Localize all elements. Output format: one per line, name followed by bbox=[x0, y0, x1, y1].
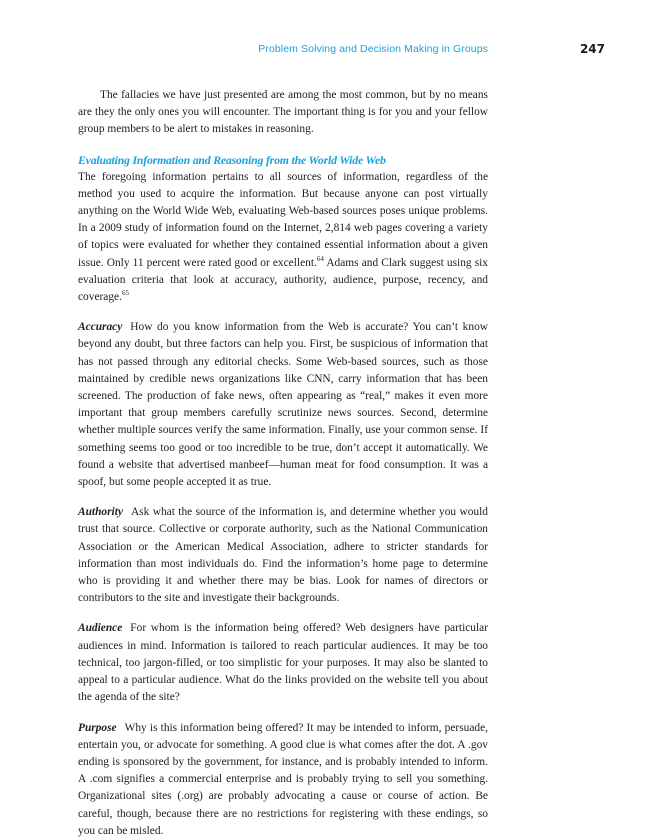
footnote-ref-64: 64 bbox=[316, 254, 324, 263]
criterion-text: How do you know information from the Web is accurate? You can’t know beyond any doubt, but three factors can help you. First, be suspicious of information that has not passed through any editorial checks. Some Web-based sources, such as those maintained by credible news organizations like CNN, carry information that has been screened. The production of fake news, often appearing as “real,” makes it even more important that group members carefully scrutinize news sources. Second, determine whether multiple sources verify the same information. Finally, use your common sense. If something seems too good or too incredible to be true, don’t accept it automatically. We found a website that advertised manbeef—human meat for food consumption. It was a spoof, but some people accepted it as true. bbox=[78, 321, 488, 489]
criterion-text: For whom is the information being offered? Web designers have particular audiences in mind. Information is tailored to reach particular audiences. It may be too technical, too jargon-filled, or too simplistic for your purposes. It may also be slanted to appeal to a particular audience. What do the links provided on the website tell you about the agenda of the site? bbox=[78, 622, 488, 704]
section-paragraph bbox=[78, 169, 488, 307]
criterion-term: Purpose bbox=[78, 721, 117, 734]
criterion-authority bbox=[78, 504, 488, 607]
criterion-purpose bbox=[78, 720, 488, 840]
section-heading: Evaluating Information and Reasoning from the World Wide Web bbox=[78, 152, 386, 167]
criterion-term: Authority bbox=[78, 506, 123, 519]
criterion-audience bbox=[78, 620, 488, 706]
criterion-term: Accuracy bbox=[78, 321, 123, 334]
intro-paragraph: The fallacies we have just presented are among the most common, but by no means are they the only ones you will encounter. The important thing is for you and your fellow group members to be alert to mistakes in reasoning. bbox=[78, 89, 488, 136]
criterion-accuracy bbox=[78, 319, 488, 491]
criterion-text: Ask what the source of the information is, and determine whether you would trust that source. Collective or corporate authority, such as the National Communication Association or the American Medical Association, adhere to stricter standards for information than most individuals do. Find the information’s home page to determine who is providing it and whether there may be bias. Look for names of directors or contributors to the site and investigate their backgrounds. bbox=[78, 506, 488, 605]
body-text bbox=[78, 87, 488, 840]
page-number: 247 bbox=[579, 42, 605, 56]
section-paragraph-text-continued: Adams and Clark suggest using six evaluation criteria that look at accuracy, authority, audience, purpose, recency, and coverage. bbox=[78, 256, 488, 304]
running-head bbox=[78, 43, 605, 59]
section-paragraph-text: The foregoing information pertains to all sources of information, regardless of the method you used to acquire the information. But because anyone can post virtually anything on the World Wide Web, evaluating Web-based sources poses unique problems. In a 2009 study of information found on the Internet, 2,814 web pages covering a variety of topics were evaluated for whether they contained essential information about a given issue. Only 11 percent were rated good or excellent. bbox=[78, 170, 488, 269]
criterion-text: Why is this information being offered? It may be intended to inform, persuade, entertain you, or advocate for something. A good clue is what comes after the dot. A .gov ending is sponsored by the government, for instance, and is probably intended to inform. A .com signifies a commercial enterprise and is probably trying to sell you something. Organizational sites (.org) are probably advocating a cause or course of action. Be careful, though, because there are no restrictions for registering with these endings, so you can be misled. bbox=[78, 721, 488, 837]
criterion-term: Audience bbox=[78, 622, 123, 635]
footnote-ref-65: 65 bbox=[121, 289, 129, 298]
running-title: Problem Solving and Decision Making in Groups bbox=[258, 43, 488, 55]
